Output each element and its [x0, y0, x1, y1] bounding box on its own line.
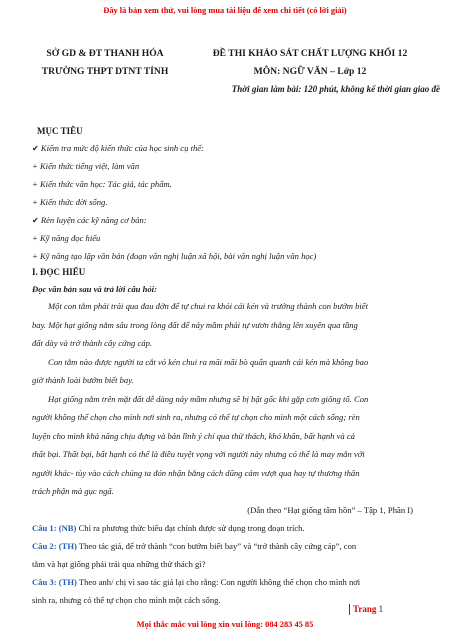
objectives-heading: MỤC TIÊU [37, 126, 83, 136]
question-2: Câu 2: (TH) Theo tác giả, để trở thành “con bướm biết bay” và “trở thành cây cứng cáp”, con [32, 541, 357, 551]
passage-line: bay. Một hạt giống nằm sâu trong lòng đất để nảy mầm phải tự vươn thẳng lên xuyên qua tầng [32, 320, 358, 330]
passage-line: đất dày và trở thành cây cứng cáp. [32, 338, 153, 348]
exam-subject: MÔN: NGỮ VĂN – Lớp 12 [253, 66, 367, 77]
question-2-cont: tằm và hạt giống phải trải qua những thử thách gì? [32, 559, 206, 569]
check-icon: ✔ [32, 216, 39, 225]
question-1: Câu 1: (NB) Chỉ ra phương thức biểu đạt chính được sử dụng trong đoạn trích. [32, 523, 305, 533]
passage-line: người khác- tùy vào cách chúng ta đón nhận bằng cách dũng cảm vượt qua hay tự thương thân [32, 468, 360, 478]
passage-line: luyện cho mình khả năng chịu đựng và bản lĩnh ý chí qua thử thách, khó khăn, bất hạnh và cả [32, 431, 355, 441]
passage-line: thất bại. Thất bại, bất hạnh có thể là điều tuyệt vọng với người này nhưng có thể là may mắn với [32, 449, 365, 459]
passage-line: giờ thành loài bướm biết bay. [32, 375, 134, 385]
question-label: Câu 3: (TH) [32, 577, 77, 587]
passage-line: Con tằm nào được người ta cắt vỏ kén chui ra mãi mãi bò quẩn quanh cái kén mà không bao [48, 357, 369, 367]
list-item: + Kỹ năng đọc hiểu [32, 233, 101, 243]
passage-source: (Dẫn theo “Hạt giống tâm hồn” – Tập 1, Phần I) [247, 505, 413, 515]
footer-contact: Mọi thắc mắc vui lòng xin vui lòng: 084 283 45 85 [136, 620, 314, 629]
skills-title: ✔ Rèn luyện các kỹ năng cơ bản: [32, 215, 147, 225]
question-3-cont: sinh ra, nhưng có thể tự chọn cho mình một cách sống. [32, 595, 221, 605]
list-item: + Kiến thức đời sống. [32, 197, 108, 207]
passage-line: trách phận mà gục ngã. [32, 486, 114, 496]
exam-time: Thời gian làm bài: 120 phút, không kể thời gian giao đề [231, 84, 440, 94]
check-icon: ✔ [32, 144, 39, 153]
knowledge-title: ✔ Kiểm tra mức độ kiến thức của học sinh cụ thể: [32, 143, 204, 153]
exam-title: ĐỀ THI KHẢO SÁT CHẤT LƯỢNG KHỐI 12 [212, 48, 408, 59]
reading-instruction: Đọc văn bản sau và trả lời câu hỏi: [32, 284, 157, 294]
list-item: + Kiến thức tiếng việt, làm văn [32, 161, 140, 171]
list-item: + Kỹ năng tạo lập văn bản (đoạn văn nghị luận xã hội, bài văn nghị luận văn học) [32, 251, 317, 261]
passage-line: người không thể chọn cho mình nơi sinh ra, nhưng có thể tự chọn cho mình một cách sống; rèn [32, 412, 360, 422]
footer-divider [349, 604, 350, 615]
passage-line: Một con tằm phải trải qua đau đớn để tự chui ra khỏi cái kén và trưởng thành con bướm biết [48, 301, 368, 311]
question-3: Câu 3: (TH) Theo anh/ chị vì sao tác giả lại cho rằng: Con người không thể chọn cho mình nơi [32, 577, 361, 587]
page-number: Trang 1 [353, 604, 384, 614]
header-school: TRƯỜNG THPT DTNT TỈNH [41, 66, 169, 77]
section-heading: I. ĐỌC HIỂU [32, 267, 86, 277]
question-label: Câu 2: (TH) [32, 541, 77, 551]
preview-banner: Đây là bản xem thử, vui lòng mua tài liệu để xem chi tiết (có lời giải) [103, 6, 347, 15]
passage-line: Hạt giống nằm trên mặt đất dễ dàng nảy mầm nhưng sẽ bị bật gốc khi gặp cơn giông tố. Con [48, 394, 369, 404]
question-label: Câu 1: (NB) [32, 523, 77, 533]
list-item: + Kiến thức văn học: Tác giả, tác phẩm. [32, 179, 172, 189]
header-dept: SỞ GD & ĐT THANH HÓA [46, 48, 164, 59]
